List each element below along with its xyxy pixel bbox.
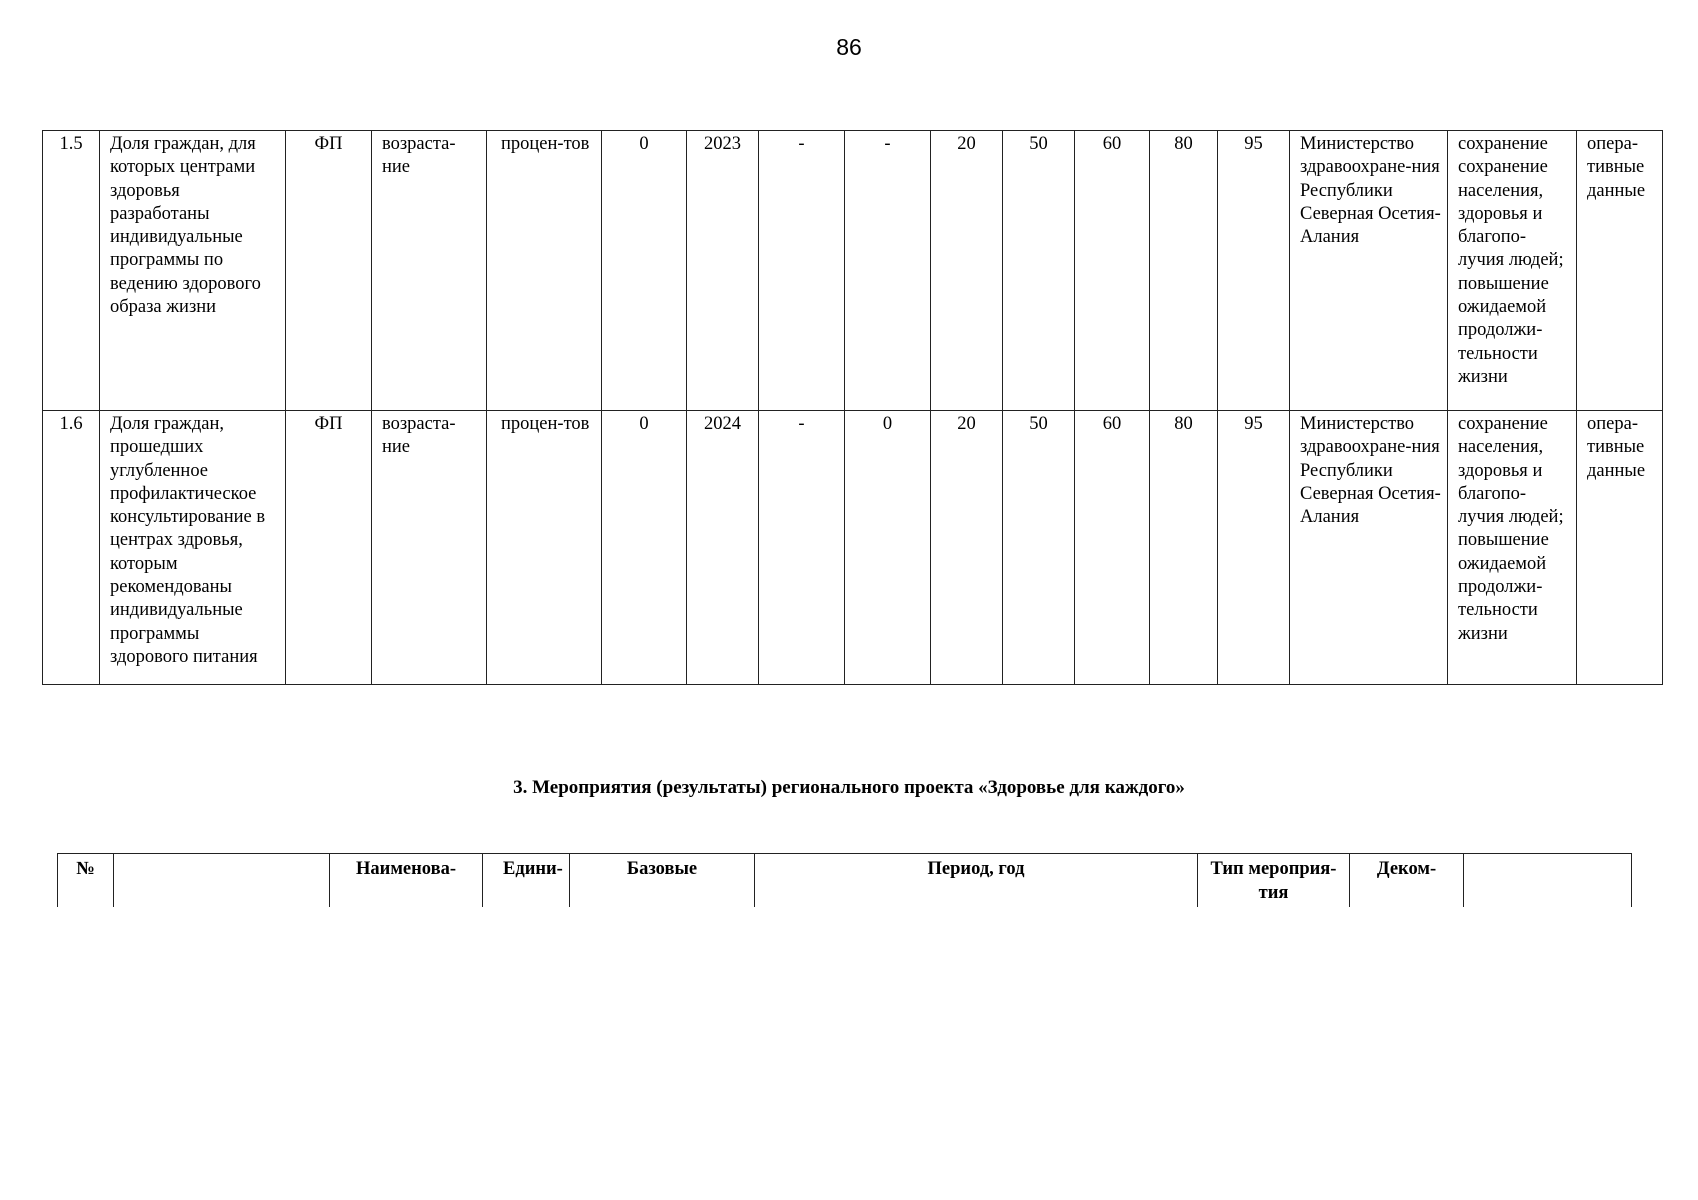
header-type: Тип мероприя-тия (1198, 854, 1350, 908)
period-value: 80 (1150, 131, 1218, 411)
header-empty (114, 854, 330, 908)
table-row (43, 411, 1663, 685)
indicator-name: Доля граждан, прошедших углубленное профилактическое консультирование в центрах здровья, которым рекомендованы индивидуальные программы здорового питания (100, 411, 286, 685)
indicator-trend: возраста-ние (372, 131, 487, 411)
indicator-name: Доля граждан, для которых центрами здоровья разработаны индивидуальные программы по ведению здорового образа жизни (100, 131, 286, 411)
table-header-row (58, 854, 1632, 908)
page-number: 86 (836, 34, 862, 60)
indicator-unit: процен-тов (487, 131, 602, 411)
responsible-body: Министерство здравоохране-ния Республики Северная Осетия-Алания (1290, 411, 1448, 685)
section-title: 3. Мероприятия (результаты) регионального проекта «Здоровье для каждого» (513, 777, 1185, 798)
base-value: 0 (602, 411, 687, 685)
period-value: 50 (1003, 131, 1075, 411)
responsible-body: Министерство здравоохране-ния Республики Северная Осетия-Алания (1290, 131, 1448, 411)
period-value: 20 (931, 131, 1003, 411)
indicator-trend: возраста-ние (372, 411, 487, 685)
indicator-unit: процен-тов (487, 411, 602, 685)
period-value: 95 (1218, 131, 1290, 411)
base-value: 0 (602, 131, 687, 411)
base-year: 2023 (687, 131, 759, 411)
indicator-level: ФП (286, 131, 372, 411)
period-value: 0 (845, 411, 931, 685)
header-decomposition: Деком- (1350, 854, 1464, 908)
goal-link: сохранение сохранение населения, здоровья и благопо-лучия людей; повышение ожидаемой продолжи-тельности жизни (1448, 131, 1577, 411)
indicator-level: ФП (286, 411, 372, 685)
table-row (43, 131, 1663, 411)
header-period: Период, год (755, 854, 1198, 908)
period-value: 20 (931, 411, 1003, 685)
period-value: 60 (1075, 131, 1150, 411)
period-value: - (759, 131, 845, 411)
row-number: 1.5 (43, 131, 100, 411)
period-value: - (759, 411, 845, 685)
data-source: опера-тивные данные (1577, 411, 1663, 685)
period-value: 80 (1150, 411, 1218, 685)
goal-link: сохранение населения, здоровья и благопо-лучия людей; повышение ожидаемой продолжи-тельности жизни (1448, 411, 1577, 685)
data-source: опера-тивные данные (1577, 131, 1663, 411)
header-number: № (58, 854, 114, 908)
header-empty (1464, 854, 1632, 908)
period-value: 60 (1075, 411, 1150, 685)
period-value: 95 (1218, 411, 1290, 685)
indicators-table (42, 130, 1663, 685)
row-number: 1.6 (43, 411, 100, 685)
period-value: - (845, 131, 931, 411)
period-value: 50 (1003, 411, 1075, 685)
header-name: Наименова- (330, 854, 483, 908)
header-unit: Едини- (483, 854, 570, 908)
header-base: Базовые (570, 854, 755, 908)
events-table (57, 853, 1632, 907)
base-year: 2024 (687, 411, 759, 685)
